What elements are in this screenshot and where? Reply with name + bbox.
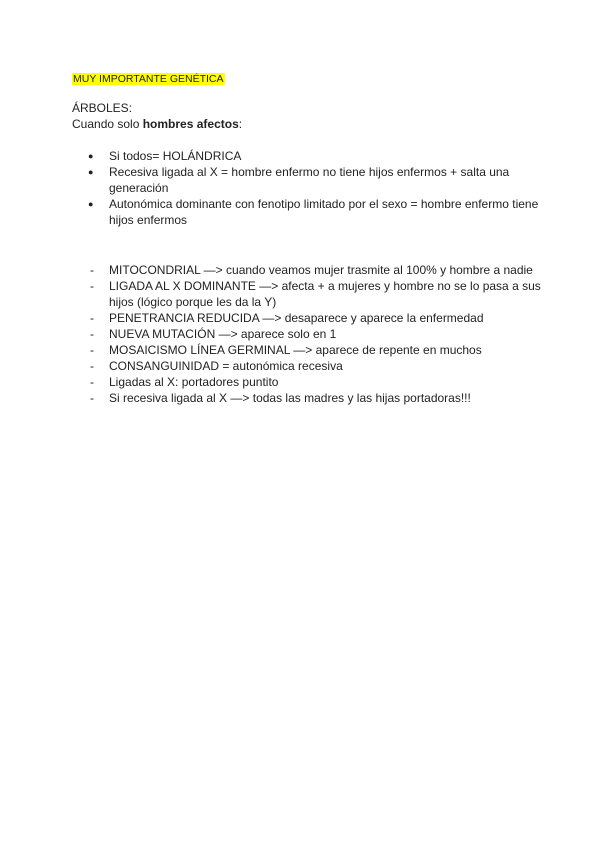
highlighted-title: MUY IMPORTANTE GENÉTICA (73, 73, 224, 85)
dash-marker: - (90, 279, 94, 293)
list-item (72, 196, 542, 228)
list-item (72, 342, 542, 358)
dash-marker: - (90, 391, 94, 405)
dash-marker: - (90, 263, 94, 277)
dash-text: Ligadas al X: portadores puntito (109, 375, 279, 389)
title-line (72, 70, 542, 86)
list-item (72, 358, 542, 374)
dash-marker: - (90, 359, 94, 373)
list-item (72, 148, 542, 164)
dash-text: CONSANGUINIDAD = autonómica recesiva (109, 359, 343, 373)
dash-marker: - (90, 311, 94, 325)
dash-text: PENETRANCIA REDUCIDA —> desaparece y aparece la enfermedad (109, 311, 484, 325)
bullet-marker: ● (88, 199, 94, 209)
list-item (72, 374, 542, 390)
dash-text: LIGADA AL X DOMINANTE —> afecta + a mujeres y hombre no se lo pasa a sus hijos (lógico porque les da la Y) (109, 279, 541, 309)
intro-line (72, 116, 542, 132)
list-item (72, 164, 542, 196)
list-item (72, 278, 542, 310)
list-item (72, 262, 542, 278)
dash-text: NUEVA MUTACIÓN —> aparece solo en 1 (109, 327, 337, 341)
intro-suffix: : (238, 117, 243, 131)
dash-marker: - (90, 375, 94, 389)
bullet-marker: ● (88, 167, 94, 177)
bullet-text: Si todos= HOLÁNDRICA (109, 149, 242, 163)
document-body (72, 70, 542, 406)
bullet-text: Recesiva ligada al X = hombre enfermo no tiene hijos enfermos + salta una generación (109, 165, 510, 195)
dash-marker: - (90, 343, 94, 357)
bullet-list (72, 148, 542, 228)
section-heading: ÁRBOLES: (72, 101, 133, 115)
dash-list (72, 262, 542, 406)
dash-text: Si recesiva ligada al X —> todas las madres y las hijas portadoras!!! (109, 391, 471, 405)
list-item (72, 310, 542, 326)
list-item (72, 390, 542, 406)
intro-prefix: Cuando solo (72, 117, 143, 131)
intro-bold: hombres afectos (142, 117, 239, 131)
bullet-text: Autonómica dominante con fenotipo limitado por el sexo = hombre enfermo tiene hijos enfermos (109, 197, 539, 227)
bullet-marker: ● (88, 151, 94, 161)
dash-text: MOSAICISMO LÍNEA GERMINAL —> aparece de repente en muchos (109, 343, 482, 357)
list-item (72, 326, 542, 342)
dash-text: MITOCONDRIAL —> cuando veamos mujer trasmite al 100% y hombre a nadie (109, 263, 533, 277)
dash-marker: - (90, 327, 94, 341)
